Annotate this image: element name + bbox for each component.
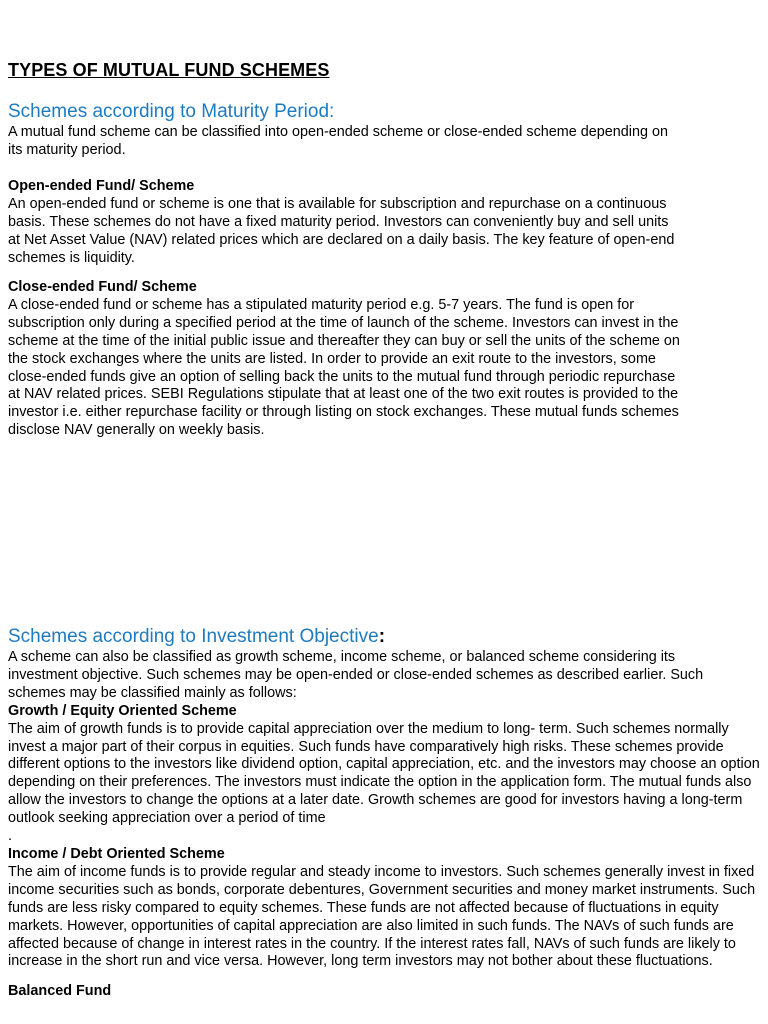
open-ended-block — [8, 178, 680, 268]
objective-intro: A scheme can also be classified as growth scheme, income scheme, or balanced scheme considering its investment objective. Such schemes may be open-ended or close-ended schemes as described earlier. Such schemes may be classified mainly as follows: — [8, 649, 704, 701]
document-page — [8, 0, 766, 1024]
maturity-section-header — [8, 100, 680, 160]
objective-section-heading — [8, 625, 766, 649]
balanced-heading: Balanced Fund — [8, 983, 112, 1000]
income-heading: Income / Debt Oriented Scheme — [8, 845, 225, 862]
income-body: The aim of income funds is to provide regular and steady income to investors. Such schemes generally invest in fixed income securities such as bonds, corporate debentures, Government securities and money market instruments. Such funds are less risky compared to equity schemes. These funds are not affected because of fluctuations in equity markets. However, opportunities of capital appreciation are also limited in such funds. The NAVs of such funds are affected because of change in interest rates in the country. If the interest rates fall, NAVs of such funds are likely to increase in the short run and vice versa. However, long term investors may not bother about these fluctuations. — [8, 863, 756, 970]
maturity-intro: A mutual fund scheme can be classified into open-ended scheme or close-ended scheme depending on its maturity period. — [8, 124, 668, 158]
document-title: TYPES OF MUTUAL FUND SCHEMES — [8, 60, 330, 80]
maturity-heading-colon: : — [329, 101, 335, 122]
close-ended-block — [8, 279, 680, 440]
close-ended-body: A close-ended fund or scheme has a stipulated maturity period e.g. 5-7 years. The fund is open for subscription only during a specified period at the time of launch of the scheme. Investors can invest in the scheme at the time of the initial public issue and thereafter they can buy or sell the units of the scheme on the stock exchanges where the units are listed. In order to provide an exit route to the investors, some close-ended funds give an option of selling back the units to the mutual fund through periodic repurchase at NAV related prices. SEBI Regulations stipulate that at least one of the two exit routes is provided to the investor i.e. either repurchase facility or through listing on stock exchanges. These mutual funds schemes disclose NAV generally on weekly basis. — [8, 296, 680, 439]
open-ended-heading: Open-ended Fund/ Scheme — [8, 178, 195, 194]
growth-trailing-period: . — [8, 828, 12, 845]
close-ended-heading: Close-ended Fund/ Scheme — [8, 279, 197, 295]
objective-heading-text: Schemes according to Investment Objective — [8, 626, 379, 647]
maturity-section-heading — [8, 100, 680, 124]
objective-section — [8, 625, 766, 1001]
objective-heading-colon: : — [378, 626, 386, 647]
open-ended-body: An open-ended fund or scheme is one that is available for subscription and repurchase on a continuous basis. These schemes do not have a fixed maturity period. Investors can conveniently buy and sell units at Net Asset Value (NAV) related prices which are declared on a daily basis. The key feature of open-end schemes is liquidity. — [8, 195, 675, 266]
growth-heading: Growth / Equity Oriented Scheme — [8, 702, 237, 719]
maturity-heading-text: Schemes according to Maturity Period — [8, 101, 330, 122]
growth-body: The aim of growth funds is to provide capital appreciation over the medium to long- term. Such schemes normally invest a major part of their corpus in equities. Such funds have comparatively high risks. These schemes provide different options to the investors like dividend option, capital appreciation, etc. and the investors may choose an option depending on their preferences. The investors must indicate the option in the application form. The mutual funds also allow the investors to change the options at a later date. Growth schemes are good for investors having a long-term outlook seeking appreciation over a period of time — [8, 720, 760, 827]
